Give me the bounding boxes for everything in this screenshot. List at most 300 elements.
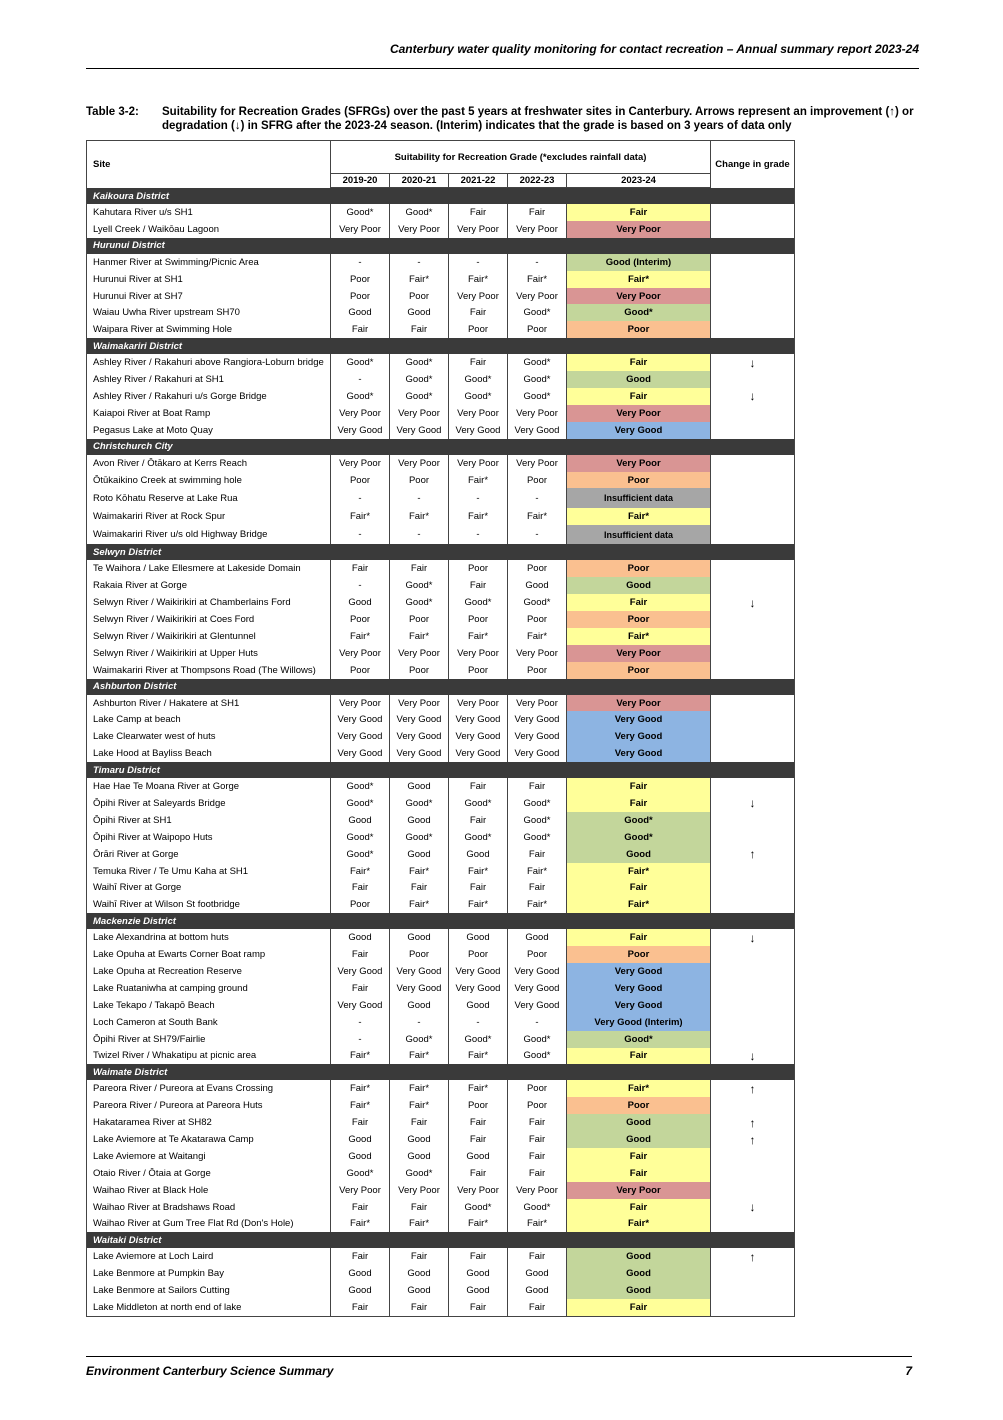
grade-cell: - [449,488,508,508]
grade-cell: Good* [331,829,390,846]
grade-cell: Very Poor [331,1182,390,1199]
table-row [87,1182,795,1199]
table-row [87,288,795,305]
table-row [87,628,795,645]
site-name: Waimakariri River at Thompsons Road (The Willows) [87,662,331,679]
site-name: Ōpihi River at Waipopo Huts [87,829,331,846]
district-name: Christchurch City [87,439,795,455]
current-grade-cell: Fair [567,1048,711,1065]
grade-cell: Good [449,929,508,946]
district-name: Ashburton District [87,679,795,695]
change-cell [711,525,795,545]
site-name: Loch Cameron at South Bank [87,1014,331,1031]
grade-cell: - [449,1014,508,1031]
grade-cell: Very Good [449,963,508,980]
current-grade-cell: Very Good [567,711,711,728]
grade-cell: Poor [508,1080,567,1097]
site-name: Lake Aviemore at Te Akatarawa Camp [87,1131,331,1148]
current-grade-cell: Good [567,846,711,863]
site-name: Waimakariri River at Rock Spur [87,508,331,525]
grade-cell: Fair* [390,863,449,880]
grade-cell: Fair [449,1165,508,1182]
grade-cell: Fair* [508,1216,567,1233]
current-grade-cell: Fair [567,388,711,405]
grade-cell: Poor [331,662,390,679]
site-name: Hae Hae Te Moana River at Gorge [87,778,331,795]
grade-cell: Fair* [508,508,567,525]
grade-cell: Fair* [331,863,390,880]
change-column-header: Change in grade [711,141,795,188]
table-row [87,388,795,405]
table-row [87,525,795,545]
grade-cell: - [508,254,567,271]
grade-group-header: Suitability for Recreation Grade (*excludes rainfall data) [331,141,711,174]
grade-cell: Good [449,1282,508,1299]
grade-cell: Good* [508,1031,567,1048]
grade-cell: Very Poor [331,645,390,662]
grade-cell: Good [508,1265,567,1282]
site-name: Lake Benmore at Pumpkin Bay [87,1265,331,1282]
grade-cell: Very Poor [449,645,508,662]
grade-cell: Poor [449,1097,508,1114]
table-row [87,645,795,662]
grade-cell: Poor [390,288,449,305]
grade-cell: Poor [331,611,390,628]
change-cell [711,371,795,388]
district-row [87,544,795,560]
site-name: Hurunui River at SH7 [87,288,331,305]
change-cell [711,963,795,980]
site-name: Lyell Creek / Waikōau Lagoon [87,221,331,238]
current-grade-cell: Fair* [567,508,711,525]
change-cell [711,863,795,880]
grade-cell: Good* [449,829,508,846]
current-grade-cell: Poor [567,1097,711,1114]
change-cell [711,812,795,829]
current-grade-cell: Fair [567,354,711,371]
district-name: Mackenzie District [87,913,795,929]
site-name: Lake Clearwater west of huts [87,728,331,745]
grade-cell: Fair* [449,863,508,880]
grade-cell: Fair* [331,1216,390,1233]
change-cell [711,946,795,963]
current-grade-cell: Good [567,1282,711,1299]
current-grade-cell: Very Poor [567,645,711,662]
table-row [87,560,795,577]
current-grade-cell: Fair [567,204,711,221]
caption-label: Table 3-2: [86,106,139,118]
current-grade-cell: Good [567,577,711,594]
change-cell [711,1216,795,1233]
grade-cell: Poor [449,560,508,577]
grade-cell: - [331,254,390,271]
grade-cell: Poor [449,662,508,679]
change-cell [711,1265,795,1282]
page-number: 7 [905,1364,912,1378]
table-row [87,422,795,439]
current-grade-cell: Good [567,1265,711,1282]
current-grade-cell: Very Poor [567,1182,711,1199]
table-row [87,304,795,321]
grade-cell: Good [331,1148,390,1165]
current-grade-cell: Very Poor [567,405,711,422]
grade-cell: Very Poor [508,695,567,712]
table-row [87,863,795,880]
caption-text: Suitability for Recreation Grades (SFRGs) over the past 5 years at freshwater sites in Canterbury. Arrows represent an improvement (↑) or degradation (↓) in SFRG after the 2023-24 season. (Interim) indicates that the grade is based on 3 years of data only [162,106,914,132]
site-name: Hakataramea River at SH82 [87,1114,331,1131]
grade-cell: Very Poor [449,1182,508,1199]
sfrg-table [86,140,795,1317]
site-name: Otaio River / Ōtaia at Gorge [87,1165,331,1182]
site-name: Lake Aviemore at Waitangi [87,1148,331,1165]
grade-cell: Good [390,929,449,946]
arrow-up-icon: ↑ [711,1248,795,1265]
grade-cell: Poor [331,271,390,288]
grade-cell: - [508,525,567,545]
current-grade-cell: Poor [567,472,711,489]
current-grade-cell: Fair* [567,628,711,645]
site-name: Lake Tekapo / Takapō Beach [87,997,331,1014]
grade-cell: Good [449,1148,508,1165]
grade-cell: Fair* [449,628,508,645]
table-row [87,662,795,679]
grade-cell: Good* [390,354,449,371]
grade-cell: Good* [331,354,390,371]
grade-cell: Very Poor [508,405,567,422]
site-name: Temuka River / Te Umu Kaha at SH1 [87,863,331,880]
arrow-down-icon: ↓ [711,795,795,812]
grade-cell: Fair* [449,1216,508,1233]
grade-cell: Fair* [508,271,567,288]
grade-cell: Good [390,997,449,1014]
table-row [87,472,795,489]
grade-cell: Good* [390,1165,449,1182]
grade-cell: - [390,525,449,545]
grade-cell: Good [390,304,449,321]
grade-cell: Good [390,846,449,863]
grade-cell: - [331,1014,390,1031]
grade-cell: Good [390,1265,449,1282]
grade-cell: Very Good [331,963,390,980]
site-name: Waihao River at Black Hole [87,1182,331,1199]
grade-cell: Good* [449,1199,508,1216]
table-row [87,488,795,508]
site-name: Lake Opuha at Recreation Reserve [87,963,331,980]
grade-cell: Fair [449,1299,508,1316]
arrow-down-icon: ↓ [711,354,795,371]
change-cell [711,405,795,422]
district-name: Selwyn District [87,544,795,560]
grade-cell: Good [331,1265,390,1282]
grade-cell: Fair [449,1114,508,1131]
grade-cell: Very Good [390,711,449,728]
change-cell [711,645,795,662]
grade-cell: Good* [331,388,390,405]
grade-cell: Fair* [390,1216,449,1233]
grade-cell: Very Good [508,980,567,997]
site-name: Pegasus Lake at Moto Quay [87,422,331,439]
grade-cell: Poor [449,946,508,963]
table-row [87,745,795,762]
grade-cell: Fair [390,880,449,897]
site-name: Ashley River / Rakahuri u/s Gorge Bridge [87,388,331,405]
current-grade-cell: Good (Interim) [567,254,711,271]
table-row [87,778,795,795]
grade-cell: Fair [449,577,508,594]
table-row [87,1097,795,1114]
grade-cell: Very Poor [331,455,390,472]
change-cell [711,1299,795,1316]
grade-cell: Very Poor [449,288,508,305]
grade-cell: Good* [331,1165,390,1182]
table-row [87,980,795,997]
table-row [87,1148,795,1165]
table-row [87,963,795,980]
grade-cell: - [508,1014,567,1031]
grade-cell: Very Poor [508,1182,567,1199]
grade-cell: Fair [508,846,567,863]
current-grade-cell: Poor [567,611,711,628]
change-cell [711,829,795,846]
arrow-down-icon: ↓ [711,594,795,611]
grade-cell: Poor [508,472,567,489]
grade-cell: Good* [390,577,449,594]
grade-cell: Fair [390,1248,449,1265]
change-cell [711,611,795,628]
grade-cell: Good [390,1131,449,1148]
grade-cell: Very Poor [508,455,567,472]
current-grade-cell: Very Good [567,745,711,762]
site-name: Ōtūkaikino Creek at swimming hole [87,472,331,489]
table-row [87,594,795,611]
grade-cell: Good [331,929,390,946]
grade-cell: Very Good [508,711,567,728]
table-row [87,880,795,897]
site-name: Lake Hood at Bayliss Beach [87,745,331,762]
grade-cell: Very Good [390,980,449,997]
grade-cell: Poor [449,611,508,628]
grade-cell: - [390,254,449,271]
site-name: Waipara River at Swimming Hole [87,321,331,338]
table-row [87,1165,795,1182]
change-cell [711,711,795,728]
grade-cell: Very Poor [508,645,567,662]
grade-cell: Good [449,997,508,1014]
grade-cell: Very Good [449,728,508,745]
change-cell [711,628,795,645]
grade-cell: Fair [331,1199,390,1216]
district-name: Waimakariri District [87,338,795,354]
grade-cell: Very Good [390,728,449,745]
grade-cell: Fair [508,880,567,897]
site-name: Roto Kōhatu Reserve at Lake Rua [87,488,331,508]
grade-cell: Good* [331,795,390,812]
district-row [87,238,795,254]
grade-cell: Very Good [508,422,567,439]
grade-cell: Poor [331,288,390,305]
grade-cell: Poor [390,946,449,963]
site-name: Twizel River / Whakatipu at picnic area [87,1048,331,1065]
grade-cell: Good* [449,594,508,611]
grade-cell: Good* [508,1199,567,1216]
site-name: Lake Middleton at north end of lake [87,1299,331,1316]
table-row [87,1216,795,1233]
district-row [87,1232,795,1248]
grade-cell: Fair [508,1114,567,1131]
grade-cell: Good [508,577,567,594]
current-grade-cell: Fair* [567,863,711,880]
grade-cell: Fair* [449,472,508,489]
current-grade-cell: Insufficient data [567,488,711,508]
grade-cell: Very Good [508,745,567,762]
grade-cell: Fair* [390,896,449,913]
year-header: 2022-23 [508,174,567,188]
current-grade-cell: Fair* [567,271,711,288]
change-cell [711,577,795,594]
grade-cell: - [331,1031,390,1048]
grade-cell: Very Poor [449,221,508,238]
grade-cell: Very Good [449,980,508,997]
grade-cell: Fair [508,1165,567,1182]
current-grade-cell: Fair* [567,1216,711,1233]
grade-cell: Fair [508,204,567,221]
change-cell [711,980,795,997]
district-name: Hurunui District [87,238,795,254]
grade-cell: Fair* [331,1097,390,1114]
site-name: Lake Benmore at Sailors Cutting [87,1282,331,1299]
site-name: Selwyn River / Waikirikiri at Chamberlains Ford [87,594,331,611]
site-name: Avon River / Ōtākaro at Kerrs Reach [87,455,331,472]
current-grade-cell: Fair* [567,896,711,913]
current-grade-cell: Fair [567,1148,711,1165]
arrow-down-icon: ↓ [711,929,795,946]
change-cell [711,745,795,762]
site-name: Ashburton River / Hakatere at SH1 [87,695,331,712]
change-cell [711,254,795,271]
grade-cell: Fair [331,1299,390,1316]
site-name: Kahutara River u/s SH1 [87,204,331,221]
grade-cell: Good* [508,371,567,388]
table-row [87,405,795,422]
grade-cell: Fair [390,1199,449,1216]
grade-cell: Very Good [449,422,508,439]
grade-cell: - [331,525,390,545]
grade-cell: Poor [331,896,390,913]
grade-cell: Fair [449,204,508,221]
grade-cell: Fair [331,980,390,997]
site-name: Ashley River / Rakahuri above Rangiora-Loburn bridge [87,354,331,371]
grade-cell: Fair* [331,1080,390,1097]
grade-cell: Good [390,778,449,795]
arrow-up-icon: ↑ [711,1131,795,1148]
grade-cell: Fair* [449,896,508,913]
grade-cell: Good* [449,795,508,812]
change-cell [711,1014,795,1031]
year-header: 2023-24 [567,174,711,188]
grade-cell: Poor [508,560,567,577]
grade-cell: - [449,254,508,271]
table-row [87,896,795,913]
grade-cell: Fair [449,354,508,371]
grade-cell: Fair* [331,628,390,645]
grade-cell: Fair [449,778,508,795]
current-grade-cell: Good [567,371,711,388]
grade-cell: Very Poor [508,288,567,305]
current-grade-cell: Very Good (Interim) [567,1014,711,1031]
change-cell [711,304,795,321]
change-cell [711,1182,795,1199]
grade-cell: Fair* [390,1048,449,1065]
grade-cell: Fair [390,1299,449,1316]
current-grade-cell: Very Poor [567,455,711,472]
grade-cell: Good* [508,304,567,321]
district-row [87,338,795,354]
grade-cell: Very Good [331,711,390,728]
table-row [87,221,795,238]
change-cell [711,1148,795,1165]
grade-cell: Good* [331,204,390,221]
grade-cell: Very Poor [449,405,508,422]
change-cell [711,271,795,288]
current-grade-cell: Good [567,1131,711,1148]
change-cell [711,997,795,1014]
site-name: Lake Opuha at Ewarts Corner Boat ramp [87,946,331,963]
current-grade-cell: Fair [567,1299,711,1316]
grade-cell: Fair* [331,1048,390,1065]
grade-cell: Fair [449,1131,508,1148]
grade-cell: Very Poor [390,645,449,662]
grade-cell: Fair [331,1114,390,1131]
grade-cell: Poor [449,321,508,338]
table-row [87,455,795,472]
current-grade-cell: Good* [567,1031,711,1048]
grade-cell: Fair [508,1131,567,1148]
grade-cell: Good* [508,1048,567,1065]
change-cell [711,1165,795,1182]
current-grade-cell: Poor [567,662,711,679]
grade-cell: Good* [508,812,567,829]
grade-cell: Fair [508,1248,567,1265]
current-grade-cell: Very Poor [567,221,711,238]
table-row [87,695,795,712]
grade-cell: Good* [390,388,449,405]
change-cell [711,896,795,913]
current-grade-cell: Very Good [567,728,711,745]
grade-cell: Fair* [449,508,508,525]
grade-cell: Fair [449,304,508,321]
grade-cell: Very Good [390,745,449,762]
site-name: Ōpihi River at SH79/Fairlie [87,1031,331,1048]
site-name: Kaiapoi River at Boat Ramp [87,405,331,422]
site-name: Lake Alexandrina at bottom huts [87,929,331,946]
change-cell [711,472,795,489]
grade-cell: Very Good [449,745,508,762]
current-grade-cell: Fair [567,594,711,611]
grade-cell: Fair* [390,508,449,525]
current-grade-cell: Very Good [567,422,711,439]
district-row [87,913,795,929]
year-header: 2021-22 [449,174,508,188]
table-row [87,271,795,288]
grade-cell: Good* [390,795,449,812]
change-cell [711,455,795,472]
grade-cell: - [449,525,508,545]
site-name: Waiau Uwha River upstream SH70 [87,304,331,321]
grade-cell: Fair* [508,628,567,645]
grade-cell: - [390,1014,449,1031]
grade-cell: - [331,488,390,508]
grade-cell: Good [331,594,390,611]
